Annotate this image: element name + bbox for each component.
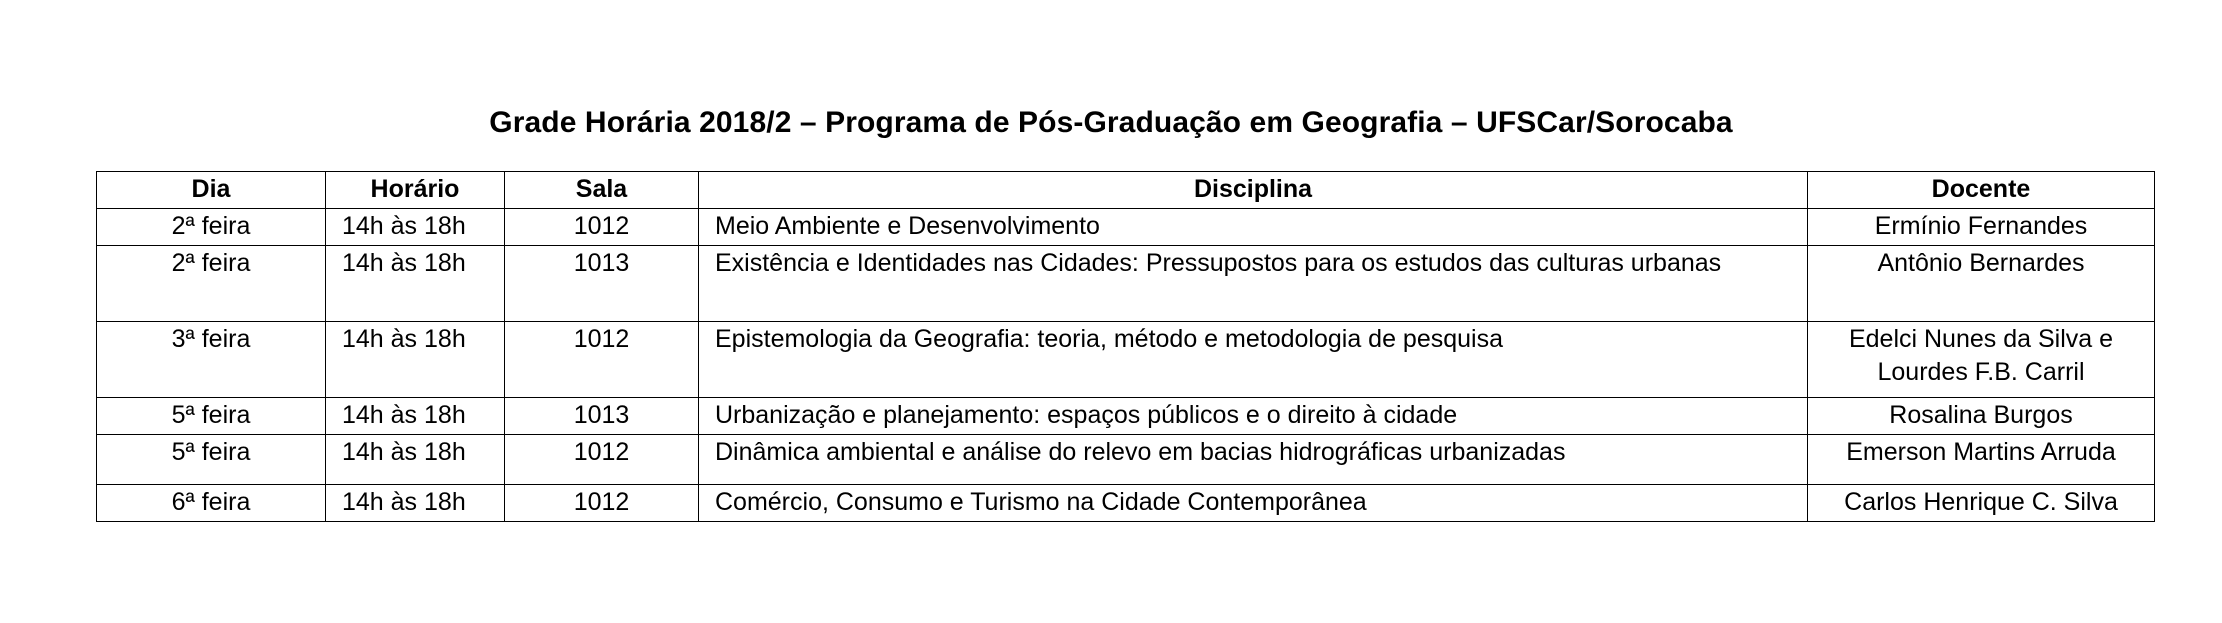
cell-horario: 14h às 18h	[326, 485, 505, 522]
cell-horario: 14h às 18h	[326, 435, 505, 485]
cell-horario: 14h às 18h	[326, 398, 505, 435]
cell-disciplina: Urbanização e planejamento: espaços públicos e o direito à cidade	[699, 398, 1808, 435]
table-row	[97, 398, 2155, 435]
page-title: Grade Horária 2018/2 – Programa de Pós-Graduação em Geografia – UFSCar/Sorocaba	[489, 106, 1733, 139]
cell-docente: Emerson Martins Arruda	[1808, 435, 2155, 485]
cell-dia: 5ª feira	[97, 398, 326, 435]
cell-sala: 1013	[505, 398, 699, 435]
header-sala: Sala	[505, 172, 699, 209]
cell-dia: 3ª feira	[97, 322, 326, 398]
cell-dia: 2ª feira	[97, 246, 326, 322]
table-row	[97, 485, 2155, 522]
cell-disciplina: Meio Ambiente e Desenvolvimento	[699, 209, 1808, 246]
cell-horario: 14h às 18h	[326, 209, 505, 246]
cell-disciplina: Epistemologia da Geografia: teoria, método e metodologia de pesquisa	[699, 322, 1808, 398]
cell-horario: 14h às 18h	[326, 246, 505, 322]
cell-docente: Rosalina Burgos	[1808, 398, 2155, 435]
cell-sala: 1012	[505, 322, 699, 398]
cell-sala: 1012	[505, 209, 699, 246]
table-row	[97, 435, 2155, 485]
header-disciplina: Disciplina	[699, 172, 1808, 209]
table-row	[97, 209, 2155, 246]
cell-docente: Antônio Bernardes	[1808, 246, 2155, 322]
cell-disciplina: Comércio, Consumo e Turismo na Cidade Contemporânea	[699, 485, 1808, 522]
table-header-row	[97, 172, 2155, 209]
cell-sala: 1012	[505, 485, 699, 522]
table-row	[97, 322, 2155, 398]
header-docente: Docente	[1808, 172, 2155, 209]
cell-dia: 2ª feira	[97, 209, 326, 246]
cell-dia: 6ª feira	[97, 485, 326, 522]
cell-docente: Edelci Nunes da Silva e Lourdes F.B. Carril	[1808, 322, 2155, 398]
cell-docente: Ermínio Fernandes	[1808, 209, 2155, 246]
table-row	[97, 246, 2155, 322]
cell-docente: Carlos Henrique C. Silva	[1808, 485, 2155, 522]
schedule-table	[96, 171, 2155, 522]
header-horario: Horário	[326, 172, 505, 209]
cell-dia: 5ª feira	[97, 435, 326, 485]
cell-disciplina: Existência e Identidades nas Cidades: Pressupostos para os estudos das culturas urbanas	[699, 246, 1808, 322]
cell-horario: 14h às 18h	[326, 322, 505, 398]
cell-sala: 1012	[505, 435, 699, 485]
cell-sala: 1013	[505, 246, 699, 322]
cell-disciplina: Dinâmica ambiental e análise do relevo em bacias hidrográficas urbanizadas	[699, 435, 1808, 485]
header-dia: Dia	[97, 172, 326, 209]
